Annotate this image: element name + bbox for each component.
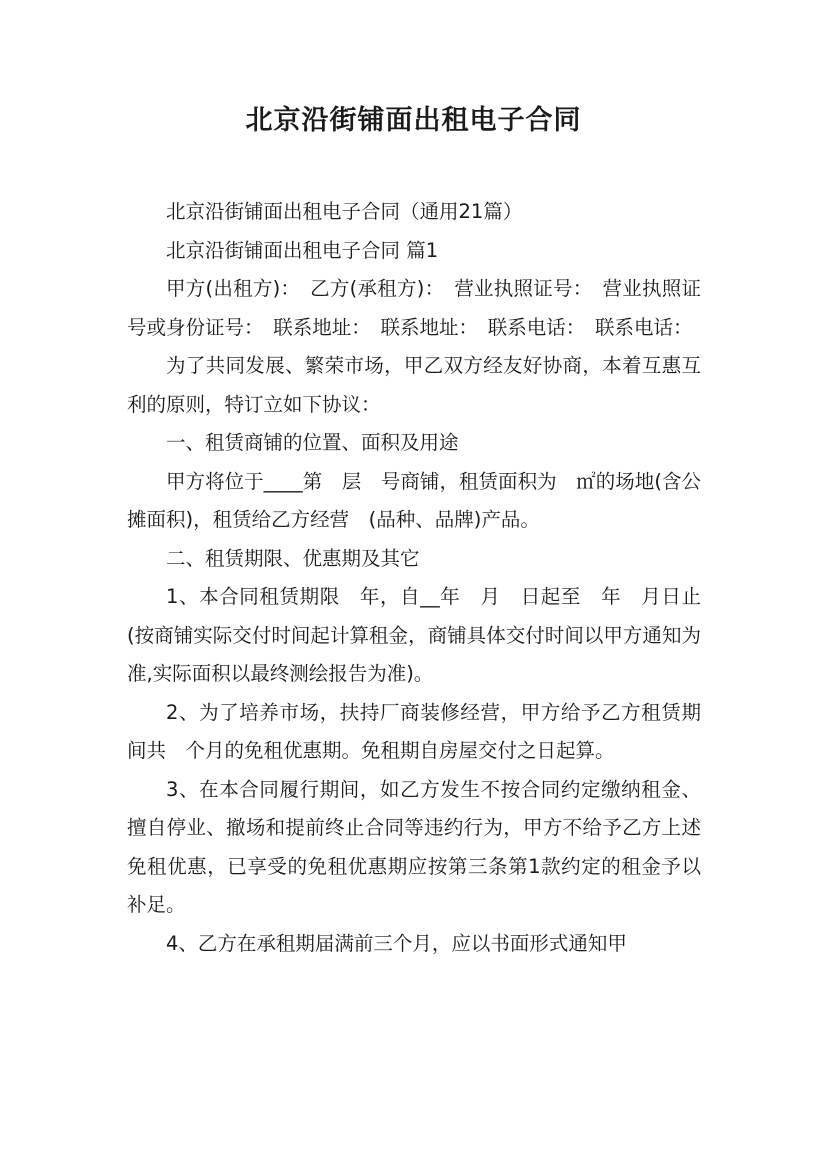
clause-paragraph: 3、在本合同履行期间，如乙方发生不按合同约定缴纳租金、擅自停业、撤场和提前终止合同等违约行为，甲方不给予乙方上述免租优惠，已享受的免租优惠期应按第三条第1款约定的租金予以补足。 <box>127 777 701 916</box>
document-title: 北京沿街铺面出租电子合同 <box>245 105 582 136</box>
preamble-paragraph: 为了共同发展、繁荣市场，甲乙双方经友好协商，本着互惠互利的原则，特订立如下协议： <box>127 354 701 416</box>
parties-paragraph: 甲方(出租方)： 乙方(承租方)： 营业执照证号： 营业执照证号或身份证号： 联系地址： 联系地址： 联系电话： 联系电话： <box>127 277 701 339</box>
document-body <box>127 193 701 963</box>
clause-paragraph: 4、乙方在承租期届满前三个月，应以书面形式通知甲 <box>166 931 627 955</box>
clause-paragraph: 1、本合同租赁期限 年，自__年 月 日起至 年 月日止(按商铺实际交付时间起计算租金，商铺具体交付时间以甲方通知为准,实际面积以最终测绘报告为准)。 <box>127 585 701 685</box>
clause-heading-1: 一、租赁商铺的位置、面积及用途 <box>166 431 459 454</box>
clause-paragraph: 甲方将位于____第 层 号商铺，租赁面积为 ㎡的场地(含公摊面积)，租赁给乙方经营 (品种、品牌)产品。 <box>127 469 701 531</box>
clause-heading-2: 二、租赁期限、优惠期及其它 <box>166 546 420 570</box>
subtitle-paragraph: 北京沿街铺面出租电子合同（通用21篇） <box>166 200 523 223</box>
clause-paragraph: 2、为了培养市场，扶持厂商装修经营，甲方给予乙方租赁期间共 个月的免租优惠期。免租期自房屋交付之日起算。 <box>127 700 701 762</box>
section-heading: 北京沿街铺面出租电子合同 篇1 <box>166 238 439 262</box>
